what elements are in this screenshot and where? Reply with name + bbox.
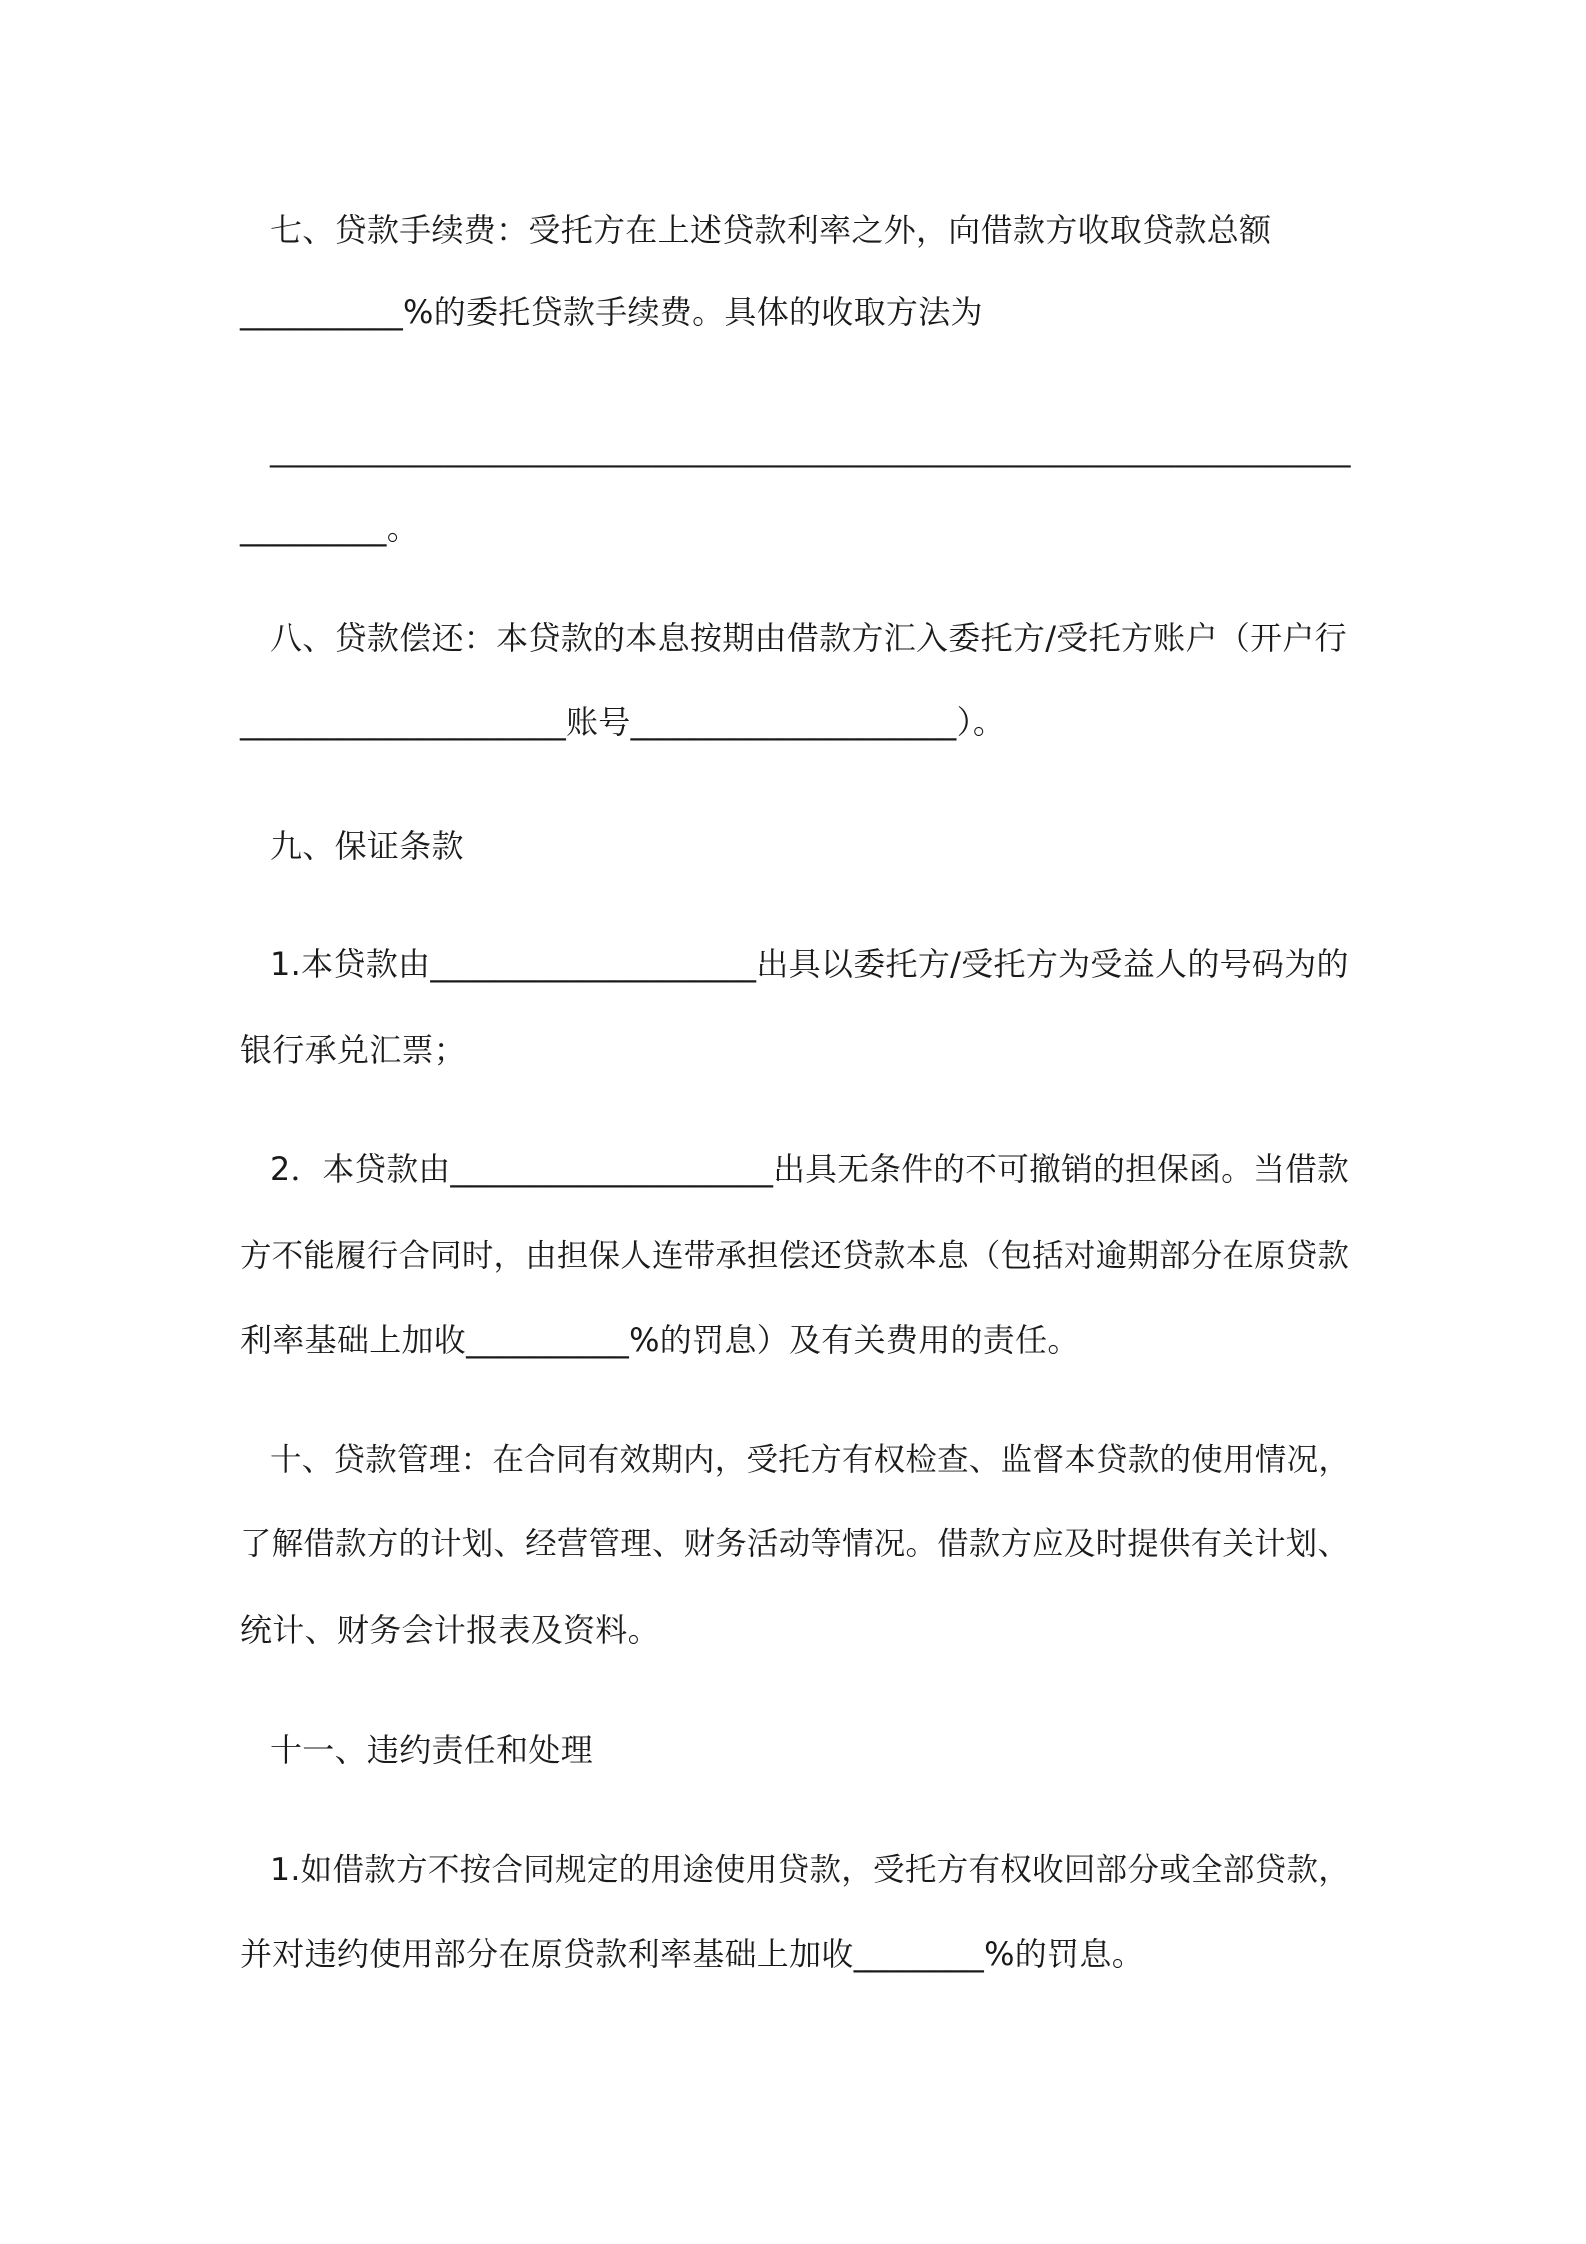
clause-7-line-2: __________%的委托贷款手续费。具体的收取方法为 [240, 293, 983, 331]
clause-10-line-1: 十、贷款管理：在合同有效期内，受托方有权检查、监督本贷款的使用情况， [270, 1442, 1351, 1478]
clause-11-item-1-line-2: 并对违约使用部分在原贷款利率基础上加收________%的罚息。 [240, 1935, 1145, 1973]
clause-9-item-2-line-2: 方不能履行合同时，由担保人连带承担偿还贷款本息（包括对逾期部分在原贷款 [240, 1238, 1350, 1274]
clause-11-heading: 十一、违约责任和处理 [270, 1731, 594, 1769]
clause-8-line-2: ____________________账号____________________）。 [240, 703, 1006, 741]
clause-9-item-2-line-1: 2．本贷款由____________________出具无条件的不可撤销的担保函。当借款 [270, 1152, 1350, 1188]
clause-11-item-1-line-1: 1.如借款方不按合同规定的用途使用贷款，受托方有权收回部分或全部贷款， [270, 1852, 1351, 1888]
clause-8-line-1: 八、贷款偿还：本贷款的本息按期由借款方汇入委托方/受托方账户（开户行 [270, 619, 1347, 657]
clause-9-item-2-line-3: 利率基础上加收__________%的罚息）及有关费用的责任。 [240, 1321, 1080, 1359]
clause-7-line-1: 七、贷款手续费：受托方在上述贷款利率之外，向借款方收取贷款总额 [270, 211, 1272, 249]
clause-9-item-1-line-2: 银行承兑汇票； [240, 1031, 467, 1069]
clause-7-blank-line: ____________________________________________________________________ [270, 432, 1351, 468]
clause-10-line-2: 了解借款方的计划、经营管理、财务活动等情况。借款方应及时提供有关计划、 [240, 1526, 1350, 1562]
clause-7-line-end: _________。 [240, 509, 419, 547]
clause-10-line-3: 统计、财务会计报表及资料。 [240, 1611, 660, 1649]
clause-9-heading: 九、保证条款 [270, 827, 464, 865]
clause-9-item-1-line-1: 1.本贷款由____________________出具以委托方/受托方为受益人的号码为的 [270, 945, 1349, 983]
